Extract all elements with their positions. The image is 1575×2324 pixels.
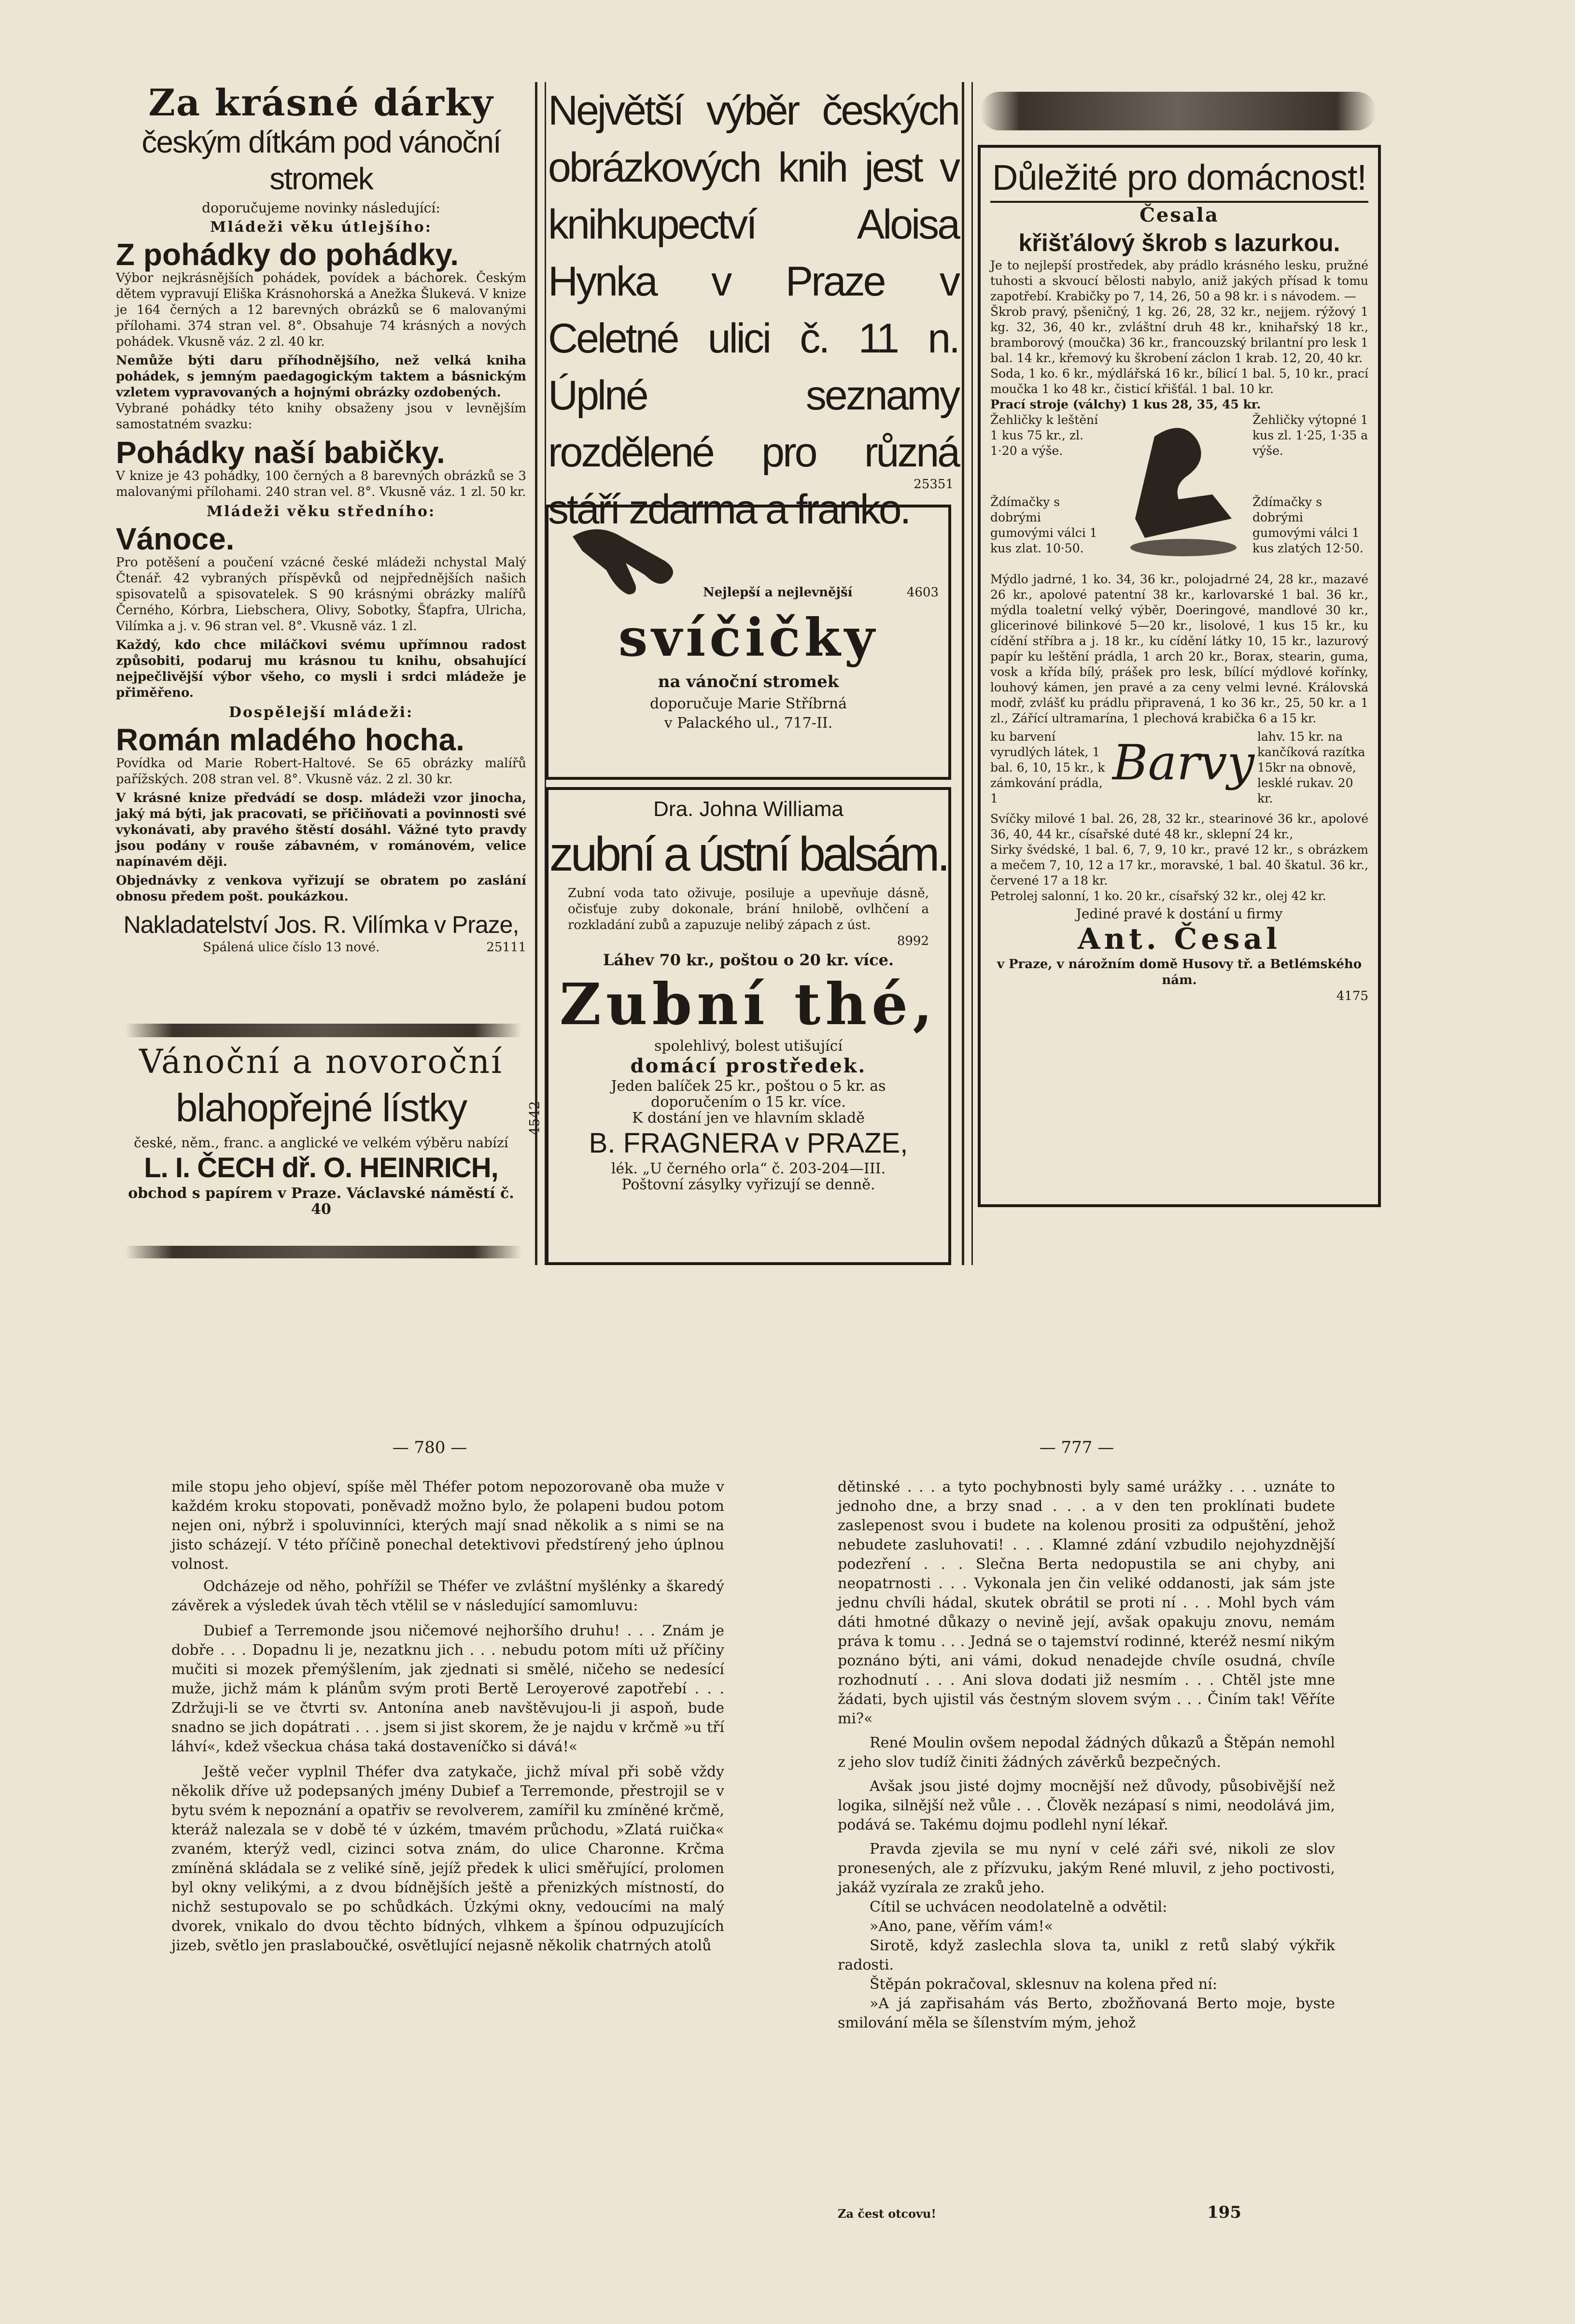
candles-line-1: Nejlepší a nejlevnější — [703, 585, 853, 600]
novel-paragraph: Sirotě, když zaslechla slova ta, unikl z retů slabý výkřik radosti. — [838, 1937, 1335, 1973]
column-divider — [535, 82, 537, 1265]
balm-mail-note: Poštovní zásylky vyřizují se denně. — [621, 1176, 875, 1193]
greetings-line-4: obchod s papírem v Praze. Václavské náměstí č. 40 — [128, 1185, 514, 1218]
section-adult: Dospělejší mládeži: — [228, 704, 414, 721]
candles-line-3: doporučuje Marie Stříbrná — [649, 695, 847, 712]
novel-paragraph: mile stopu jeho objeví, spíše měl Théfer potom nepozorovaně oba muže v každém kroku stopovati, poněvadž možno bylo, že polapeni budou potom nejen oni, nýbrž i spoluvinníci, kterých mají snad několik a s nimi se na jisto scházejí. V této příčině ponechal detektivovi předstírený jeho úplnou volnost. — [171, 1479, 724, 1573]
novel-left-page-number: — 780 — — [392, 1438, 467, 1457]
book-description: V knize je 43 pohádky, 100 černých a 8 barevných obrázků se 3 malovanými přílohami. 240 stran vel. 8°. Vkusně váz. 1 zl. 50 kr. — [116, 469, 526, 499]
household-headline: Důležité pro domácnost! — [990, 155, 1368, 203]
order-note: Objednávky z venkova vyřizují se obratem po zaslání obnosu předem pošt. poukázkou. — [116, 873, 526, 904]
greetings-line-2: blahopřejné lístky — [175, 1086, 467, 1130]
novel-paragraph: Cítil se uchvácen neodolatelně a odvětil: — [870, 1899, 1167, 1916]
balm-firm-address: lék. „U černého orla“ č. 203-204—III. — [611, 1160, 886, 1177]
book-title: Vánoce. — [116, 521, 235, 556]
ornament-band — [126, 1024, 521, 1037]
ad-number: 4603 — [906, 585, 939, 600]
household-subhead: křišťálový škrob s lazurkou. — [1018, 229, 1340, 256]
tea-line-1: spolehlivý, bolest utišující — [654, 1038, 843, 1055]
ad-number: 8992 — [897, 934, 929, 948]
greetings-line-3: české, něm., franc. a anglické ve velkém výběru nabízí — [134, 1135, 508, 1151]
household-ad — [978, 145, 1381, 1207]
book-title: Z pohádky do pohádky. — [116, 237, 459, 272]
household-firm: Ant. Česal — [1077, 922, 1281, 956]
novel-paragraph: René Moulin ovšem nepodal žádných důkazů a Štěpán nemohl z jeho slov tudíž činiti žádných závěrků bezpečných. — [838, 1734, 1335, 1771]
balm-headline: zubní a ústní balsám. — [549, 827, 948, 881]
household-firm-address: v Praze, v nárožním domě Husovy tř. a Betlémského nám. — [997, 957, 1362, 987]
book-note: Nemůže býti daru příhodnějšího, než velká kniha pohádek, s jemným paedagogickým taktem a básnickým vzletem vypravovaných a hojnými obrázky ozdobených. — [116, 353, 526, 400]
greetings-ad — [116, 1043, 542, 1241]
candles-line-4: v Palackého ul., 717-II. — [664, 715, 833, 732]
ad-number: 4542 — [526, 1101, 542, 1136]
novel-footer-sheet-number: 195 — [1207, 2203, 1241, 2222]
balm-firm: B. FRAGNERA v PRAZE, — [589, 1127, 908, 1159]
balm-price: Láhev 70 kr., poštou o 20 kr. více. — [603, 951, 894, 969]
household-svicky: Svíčky milové 1 bal. 26, 28, 32 kr., stearinové 36 kr., apolové 36, 40, 44 kr., císařské duté 48 kr., sklepní 24 kr., — [990, 812, 1368, 841]
household-outro: Jediné pravé k dostání u firmy — [1076, 906, 1283, 922]
novel-paragraph: Pravda zjevila se mu nyní v celé záři své, nikoli ze slov pronesených, ale z přízvuku, jakým René mluvil, z jeho poctivosti, jakáž vyzírala ze zraků jeho. — [838, 1841, 1335, 1896]
novel-right-page-number: — 777 — — [1039, 1438, 1114, 1457]
novel-paragraph: dětinské . . . a tyto pochybnosti byly samé urážky . . . uznáte to jednoho dne, a brzy snad . . . a v den ten proklínati budete zaslepenost svou i budete na kolenou prositi za odpuštění, jehož nebudete zasluhovati! . . . Klamné zdání vzbudilo nejohyzdnější podezření . . . Slečna Berta nedopustila se ani chyby, ani neopatrnosti . . . Vykonala jen čin veliké oddanosti, jak sám jste jednu chvíli hádal, skutek obrátil se proti ní . . . Mohl bych vám dáti hmotné důkazy o nevině její, avšak opakuju znovu, nemám práva k tomu . . . Jedná se o tajemství rodinné, kteréž nesmí nikým poznáno býti, ani vámi, dokud nenadejde chvíle osudná, chvíle rozhodnutí . . . Ani slova dodati již nesmím . . . Chtěl jste mne žádati, bych ujistil vás čestným slovem svým . . . Činím tak! Věříte mi?« — [838, 1479, 1335, 1727]
ad-number: 4175 — [1336, 989, 1368, 1003]
section-middle: Mládeži věku středního: — [206, 503, 436, 520]
dyes-logo: Barvy — [1112, 734, 1254, 791]
gifts-ad — [116, 82, 526, 1019]
book-title: Pohádky naší babičky. — [116, 435, 445, 470]
book-note: V krásné knize předvádí se dosp. mládeži vzor jinocha, jaký má býti, jak pracovati, se přičiňovati a povinnosti své vykonávati, aby pravého štěstí dosáhl. Vážné tyto pravdy jsou podány v rouše zábavném, v románovém, velice napínavém ději. — [116, 791, 526, 869]
candles-ad — [546, 505, 951, 780]
greetings-firm: L. I. ČECH dř. O. HEINRICH, — [144, 1152, 498, 1183]
column-divider — [971, 82, 973, 1265]
ad-number: 25111 — [486, 940, 526, 955]
gifts-subheading: českým dítkám pod vánoční stromek — [141, 125, 501, 196]
balm-text: Zubní voda tato oživuje, posiluje a upevňuje dásně, očisťuje zuby dokonale, brání hnilobě, ovlhčení a rozkladání zubů a zapuzuje nelibý zápach z úst. — [568, 886, 929, 932]
publisher-name: Nakladatelství Jos. R. Vilímka v Praze, — [123, 911, 519, 938]
irons-right: Žehličky výtopné 1 kus zl. 1·25, 1·35 a výše. — [1252, 413, 1368, 458]
book-title: Román mladého hocha. — [116, 722, 464, 757]
household-soda: Soda, 1 ko. 6 kr., mýdlářská 16 kr., bílicí 1 bal. 5, 10 kr., prací moučka 1 ko 48 kr., čisticí křišťál. 1 bal. 10 kr. — [990, 366, 1368, 396]
novel-left-column — [171, 1478, 724, 2231]
household-intro: Je to nejlepší prostředek, aby prádlo krásného lesku, pružné tuhosti a skvoucí bělosti nabylo, aniž jakých přísad k tomu zapotřebí. Krabičky po 7, 14, 26, 50 a 98 kr. i s návodem. — — [990, 258, 1368, 303]
greetings-line-1: Vánoční a novoroční — [139, 1043, 503, 1081]
hynek-text: Největší výběr českých obrázkových knih jest v knihkupectví Aloisa Hynka v Praze v Celetné ulici č. 11 n. Úplné seznamy rozdělené pro různá stáří zdarma a franko. — [548, 87, 958, 533]
ad-number: 25351 — [914, 477, 954, 492]
tea-line-2: domácí prostředek. — [630, 1055, 867, 1077]
novel-right-column — [838, 1478, 1335, 2197]
tea-headline: Zubní thé, — [559, 971, 938, 1038]
hynek-ad — [548, 82, 958, 533]
wringers-right: Ždímačky s dobrými gumovými válci 1 kus zlatých 12·50. — [1252, 495, 1364, 555]
irons-left: Žehličky k leštění 1 kus 75 kr., zl. 1·20 a výše. — [990, 413, 1098, 458]
novel-footer-title: Za čest otcovu! — [838, 2207, 936, 2221]
column-divider — [962, 82, 964, 1265]
publisher-address: Spálená ulice číslo 13 nové. — [203, 940, 380, 955]
household-firm-top: Česala — [1139, 204, 1219, 226]
novel-paragraph: Ještě večer vyplnil Théfer dva zatykače, jichž míval při sobě vždy několik dříve už podepsaných jmény Dubief a Terremonde, přestrojil se v bytu svém k nepoznání a opatřiv se revolverem, zamířil ku zmíněné krčmě, kteráž nalezala se v době té v úzkém, tmavém průchodu, »Zlatá ruička« zvaném, kterýž vedl, cizinci sotva znám, do ulice Charonne. Krčma zmíněná skládala se z veliké síně, jejíž předek k ulici směřující, prolomen byl okny velikými, a z dvou bídnějších ještě a přenizkých místností, do nichž sestupovalo se po schůdkách. Úzkými okny, vedoucími na malý dvorek, vnikalo do dvou těchto bídných, vlhkem a špínou odpuzujících jizeb, světlo jen praslaboučké, osvětlující nejasně několik chatrných atolů — [171, 1763, 724, 1954]
book-description: Pro potěšení a poučení vzácné české mládeži nchystal Malý Čtenář. 42 vybraných příspěvků od nejpřednějších našich spisovatelů a spisovatelek. S 90 krásnými obrázky malířů Černého, Kórbra, Liebschera, Olivy, Sobotky, Šťapfra, Ulricha, Vilímka a j. v. 96 stran vel. 8°. Vkusně váz. 1 zl. — [116, 555, 526, 634]
novel-paragraph: »Ano, pane, věřím vám!« — [870, 1918, 1054, 1935]
book-description: Povídka od Marie Robert-Haltové. Se 65 obrázky malířů pařížských. 208 stran vel. 8°. Vkusně váz. 2 zl. 30 kr. — [116, 756, 526, 787]
novel-paragraph: Štěpán pokračoval, sklesnuv na kolena před ní: — [870, 1976, 1217, 1993]
candles-line-2: na vánoční stromek — [658, 672, 839, 691]
balm-line-1: Dra. Johna Williama — [653, 797, 844, 821]
iron-illustration-icon — [1116, 417, 1251, 562]
gifts-recommend: doporučujeme novinky následující: — [202, 200, 440, 216]
ornament-band — [980, 92, 1376, 130]
section-youngest: Mládeži věku útlejšího: — [210, 219, 432, 236]
household-sirky: Sirky švédské, 1 bal. 6, 7, 9, 10 kr., pravé 12 kr., s obrázkem a mečem 7, 10, 12 a 17 kr., moravské, 1 bal. 40 škatul. 36 kr., červené 17 a 18 kr. — [990, 843, 1368, 887]
book-description: Výbor nejkrásnějších pohádek, povídek a báchorek. Českým dětem vypravují Eliška Krásnohorská a Anežka Šlukevá. V knize je 164 černých a 12 barevných obrázků se 6 malovanými přílohami. 374 stran vel. 8°. Obsahuje 74 krásných a nových pohádek. Vkusně váz. 2 zl. 40 kr. — [116, 271, 526, 349]
dyes-right: lahv. 15 kr. na kančíková razítka 15kr na obnově, lesklé rukav. 20 kr. — [1257, 730, 1365, 805]
novel-paragraph: Odcházeje od něho, pohřížil se Théfer ve zvláštní myšlénky a škaredý závěrek a výsledek úvah těch vtělil se v následující samomluvu: — [171, 1578, 724, 1614]
household-stroje: Prací stroje (válchy) 1 kus 28, 35, 45 kr. — [990, 397, 1261, 411]
wringers-left: Ždímačky s dobrými gumovými válci 1 kus zlat. 10·50. — [990, 495, 1097, 555]
tea-line-4: K dostání jen ve hlavním skladě — [632, 1110, 865, 1127]
book-note: Každý, kdo chce miláčkovi svému upřímnou radost způsobiti, podaruj mu krásnou tu knihu, obsahující nejpečlivější výbor všeho, co mysli i srdci mládeže je přiměřeno. — [116, 638, 526, 700]
pointing-hand-icon — [568, 517, 693, 599]
book-note-2: Vybrané pohádky této knihy obsaženy jsou v levnějším samostatném svazku: — [116, 401, 526, 432]
candles-headline: svíčičky — [618, 607, 879, 668]
tea-line-3: Jeden balíček 25 kr., poštou o 5 kr. as doporučením o 15 kr. více. — [611, 1078, 886, 1111]
household-skrob: Škrob pravý, pšeničný, 1 kg. 26, 28, 32 kr., nejjem. rýžový 1 kg. 32, 36, 40 kr., zvláštní druh 48 kr., knihařský 18 kr., bramborový (moučka) 36 kr., francouzský brilantní pro lesk 1 bal. 14 kr., křemový ku škrobení záclon 1 krab. 12, 20, 40 kr. — [990, 305, 1368, 365]
novel-paragraph: »A já zapřisahám vás Berto, zbožňovaná Berto moje, byste smilování měla se šílenstvím mým, jehož — [838, 1995, 1335, 2031]
novel-paragraph: Avšak jsou jisté dojmy mocnější než důvody, působivější než logika, silnější než vůle . . . Člověk nezápasí s nimi, neodolává jim, podává se. Takému dojmu podlehl nyní lékař. — [838, 1778, 1335, 1833]
gifts-heading: Za krásné dárky — [148, 81, 494, 124]
ornament-band — [126, 1246, 521, 1258]
household-mydlo: Mýdlo jadrné, 1 ko. 34, 36 kr., polojadrné 24, 28 kr., mazavé 26 kr., apolové patentní 38 kr., karlovarské 1 bal. 36 kr., mýdla toaletní velký výběr, Doeringové, mandlové 30 kr., glicerinové bilinkové 5—20 kr., lisolové, 1 kus 15 kr., ku cídění stříbra a j. 18 kr., ku cídění látky 10, 15 kr., lazurový papír ku leštění prádla, 1 arch 20 kr., Borax, stearin, guma, vosk a křída bílý, prášek pro lesk, bílící mýdlové kořínky, louhový kámen, jen pravé a za ceny velmi levné. Královská modř, zvlášť ku prádlu připravená, 1 ko 36 kr., 25, 50 kr. a 1 zl., Zářící ultramarína, 1 plechová krabička 6 a 15 kr. — [990, 572, 1368, 725]
novel-paragraph: Dubief a Terremonde jsou ničemové nejhoršího druhu! . . . Znám je dobře . . . Dopadnu li je, nezatknu jich . . . nebudu potom míti už příčiny mučiti si mozek přemýšlením, jak zjednati si smělé, ničeho se nedesící muže, jichž mám k plánům svým proti Bertě Leroyerové zapotřebí . . . Zdržuji-li se ve čtvrti sv. Antonína aneb navštěvujou-li ji aspoň, bude snadno se jich dopátrati . . . jsem si jist skorem, že je najdu v krčmě »u tří láhví«, kdež všeckua chása taká dostaveníčko si dává!« — [171, 1622, 724, 1755]
dyes-left: ku barvení vyrudlých látek, 1 bal. 6, 10, 15 kr., k zámkování prádla, 1 — [990, 730, 1105, 805]
balm-ad — [546, 787, 951, 1265]
household-petrolej: Petrolej salonní, 1 ko. 20 kr., císařský 32 kr., olej 42 kr. — [990, 889, 1326, 903]
